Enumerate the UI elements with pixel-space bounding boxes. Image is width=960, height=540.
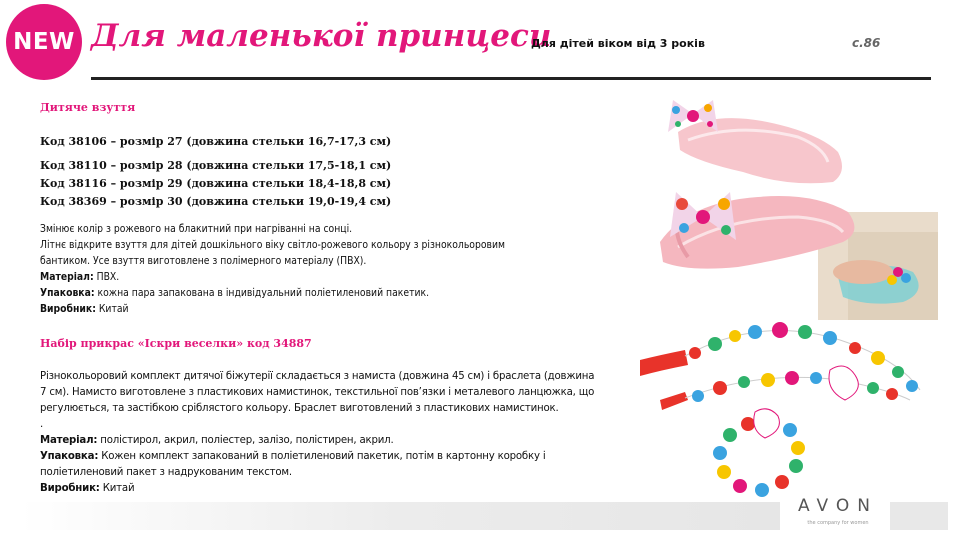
header-divider	[91, 77, 931, 80]
avon-tagline: the company for women	[807, 520, 869, 526]
desc-line: Літнє відкрите взуття для дітей дошкільного віку світло-рожевого кольору з різнокольоровим	[40, 239, 505, 251]
package-line	[40, 285, 600, 301]
avon-logo	[790, 492, 886, 536]
desc-line: Різнокольоровий комплект дитячої біжутерії складається з намиста (довжина 45 см) і браслета (довжина	[40, 371, 595, 382]
shoes-description	[40, 221, 600, 317]
shoe-code-item: Код 38369 – розмір 30 (довжина стельки 19,0-19,4 см)	[40, 195, 392, 208]
pink-jelly-sandals-image	[648, 92, 938, 327]
jewelry-section-title: Набір прикрас «Іскри веселки» код 34887	[40, 337, 312, 350]
package-line	[40, 449, 630, 465]
material-line	[40, 269, 600, 285]
desc-line: регулюється, та застібкою сріблястого кольору. Браслет виготовлений з пластикових намистинок.	[40, 403, 559, 414]
material-line	[40, 433, 630, 449]
shoe-code-item: Код 38116 – розмір 29 (довжина стельки 18,4-18,8 см)	[40, 177, 392, 190]
shoe-code-item: Код 38110 – розмір 28 (довжина стельки 17,5-18,1 см)	[40, 159, 392, 172]
maker-label: Виробник:	[40, 483, 100, 494]
material-value: полістирол, акрил, поліестер, залізо, полістирен, акрил.	[97, 435, 394, 446]
package-line-cont: поліетиленовий пакет з надрукованим текстом.	[40, 467, 292, 478]
material-label: Матеріал:	[40, 435, 98, 446]
maker-value: Китай	[99, 483, 135, 494]
package-value: кожна пара запакована в індивідуальний поліетиленовий пакетик.	[94, 287, 430, 299]
new-badge	[6, 4, 82, 80]
maker-line	[40, 481, 630, 497]
shoe-code-item: Код 38106 – розмір 27 (довжина стельки 16,7-17,3 см)	[40, 135, 392, 148]
age-note: Для дітей віком від 3 років	[531, 37, 705, 50]
avon-logo-word: AVON	[798, 496, 878, 516]
page-number: с.86	[852, 36, 881, 50]
jewelry-description	[40, 369, 630, 497]
material-value: ПВХ.	[93, 271, 120, 283]
maker-value: Китай	[95, 303, 129, 315]
rainbow-bead-necklace-bracelet-image	[640, 320, 940, 510]
new-badge-label: NEW	[13, 29, 75, 55]
footer-bar	[20, 502, 780, 530]
page-title: Для маленької принцеси	[91, 18, 552, 54]
package-value: Кожен комплект запакований в поліетиленовий пакетик, потім в картонну коробку і	[98, 451, 546, 462]
shoes-section-title: Дитяче взуття	[40, 101, 136, 114]
maker-line	[40, 301, 600, 317]
desc-line: Змінює колір з рожевого на блакитний при нагріванні на сонці.	[40, 223, 353, 235]
package-label: Упаковка:	[40, 287, 95, 299]
package-label: Упаковка:	[40, 451, 99, 462]
desc-line: 7 см). Намисто виготовлене з пластикових намистинок, текстильної пов’язки і металевого ланцюжка, що	[40, 387, 595, 398]
shoe-codes-list	[40, 133, 391, 211]
desc-line: .	[40, 419, 44, 430]
desc-line: бантиком. Усе взуття виготовлене з полімерного матеріалу (ПВХ).	[40, 255, 367, 267]
footer-bar-right	[890, 502, 948, 530]
maker-label: Виробник:	[40, 303, 96, 315]
material-label: Матеріал:	[40, 271, 94, 283]
